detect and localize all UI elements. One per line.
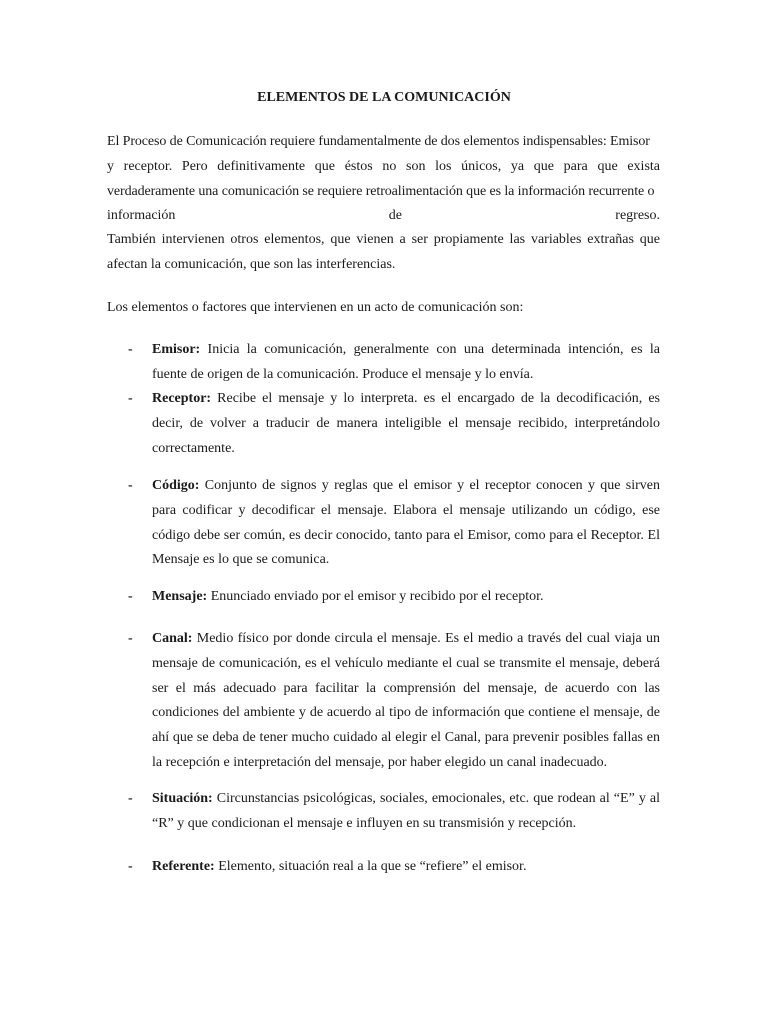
term-label: Código: (152, 478, 200, 493)
intro-word: información (107, 208, 176, 224)
intro-line: El Proceso de Comunicación requiere fundamentalmente de dos elementos indispensables: Emisor (107, 134, 650, 149)
intro-line-spread (107, 204, 660, 229)
term-label: Canal: (152, 631, 193, 646)
term-definition: Recibe el mensaje y lo interpreta. es el encargado de la decodificación, es decir, de volver a traducir de manera inteligible el mensaje recibido, interpretándolo correctamente. (152, 391, 660, 456)
list-item-canal (107, 627, 660, 776)
term-definition: Elemento, situación real a la que se “refiere” el emisor. (214, 859, 527, 874)
term-definition: Conjunto de signos y reglas que el emisor y el receptor conocen y que sirven para codificar y decodificar el mensaje. Elabora el mensaje utilizando un código, ese código debe ser común, es decir conocido, tanto para el Emisor, como para el Receptor. El Mensaje es lo que se comunica. (152, 478, 660, 568)
intro-line: verdaderamente una comunicación se requiere retroalimentación que es la información recurrente o (107, 183, 655, 199)
bullet-dash: - (128, 589, 133, 604)
list-item-mensaje (107, 585, 660, 610)
intro-word: de (388, 208, 402, 224)
list-item-receptor (107, 387, 660, 461)
bullet-dash: - (128, 478, 133, 493)
term-definition: Medio físico por donde circula el mensaje. Es el medio a través del cual viaja un mensaje de comunicación, es el vehículo mediante el cual se transmite el mensaje, deberá ser el más adecuado para facilitar la comprensión del mensaje, de acuerdo con las condiciones del ambiente y de acuerdo al tipo de información que contiene el mensaje, de ahí que se deba de tener mucho cuidado al elegir el Canal, para prevenir posibles fallas en la recepción e interpretación del mensaje, por haber elegido un canal inadecuado. (152, 631, 660, 770)
term-label: Emisor: (152, 342, 201, 357)
bullet-dash: - (128, 859, 133, 874)
term-definition: Enunciado enviado por el emisor y recibido por el receptor. (207, 589, 544, 604)
list-item-emisor (107, 338, 660, 388)
bullet-dash: - (128, 791, 133, 806)
intro-word: regreso. (615, 208, 660, 224)
list-item-codigo (107, 474, 660, 573)
bullet-dash: - (128, 391, 133, 406)
intro-paragraph-2: También intervienen otros elementos, que vienen a ser propiamente las variables extrañas que afectan la comunicación, que son las interferencias. (107, 232, 660, 272)
term-label: Receptor: (152, 391, 212, 406)
intro-line: y receptor. Pero definitivamente que éstos no son los únicos, ya que para que exista (107, 158, 660, 174)
term-definition: Inicia la comunicación, generalmente con una determinada intención, es la fuente de origen de la comunicación. Produce el mensaje y lo envía. (152, 342, 660, 382)
list-item-referente (107, 855, 660, 880)
intro-paragraph (107, 130, 660, 229)
term-label: Situación: (152, 791, 213, 806)
list-item-situacion (107, 787, 660, 837)
term-label: Mensaje: (152, 589, 208, 604)
document-title: ELEMENTOS DE LA COMUNICACIÓN (257, 90, 511, 105)
bullet-dash: - (128, 342, 133, 357)
term-label: Referente: (152, 859, 215, 874)
term-definition: Circunstancias psicológicas, sociales, emocionales, etc. que rodean al “E” y al “R” y que condicionan el mensaje e influyen en su transmisión y recepción. (152, 791, 660, 831)
bullet-dash: - (128, 631, 133, 646)
list-lead: Los elementos o factores que intervienen en un acto de comunicación son: (107, 300, 524, 315)
